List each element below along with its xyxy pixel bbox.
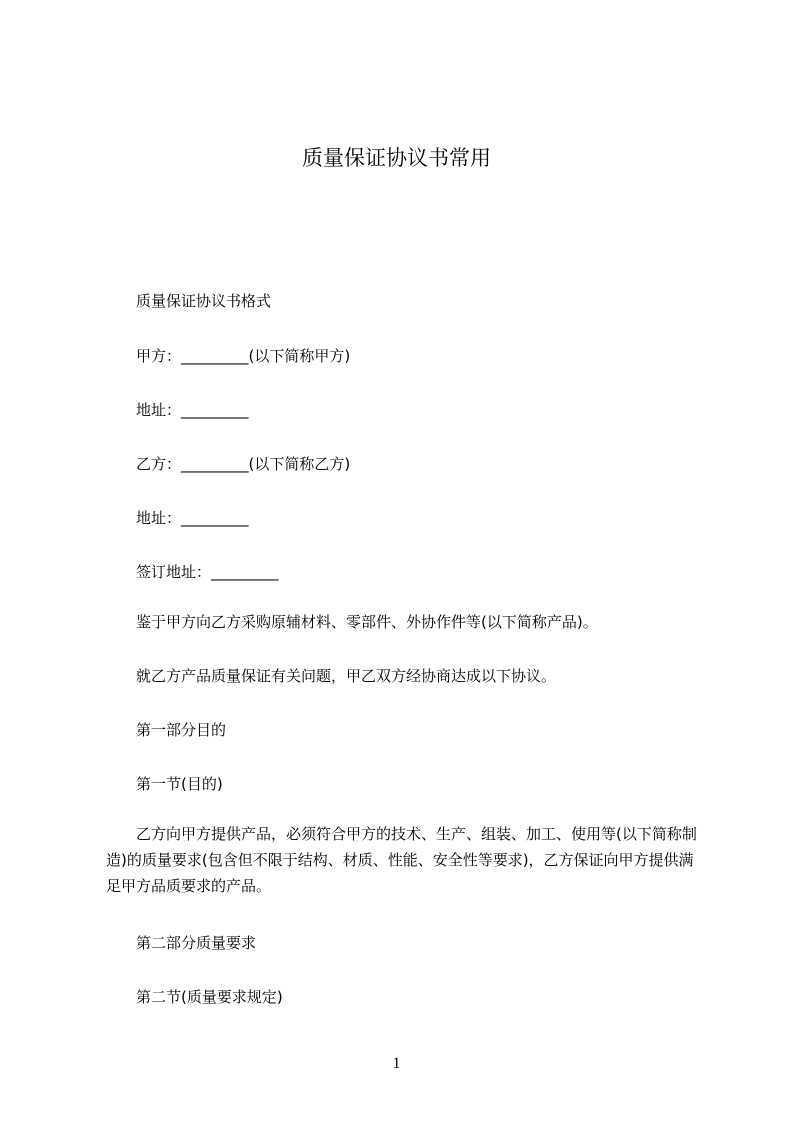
text-line: 地址：_________ xyxy=(136,401,249,419)
text-line: 质量保证协议书格式 xyxy=(136,292,272,310)
text-line: 乙方：_________(以下简称乙方) xyxy=(136,455,351,473)
text-line: 鉴于甲方向乙方采购原辅材料、零部件、外协作件等(以下简称产品)。 xyxy=(136,613,598,631)
text-line: 签订地址：_________ xyxy=(136,563,279,581)
section-heading: 第二部分质量要求 xyxy=(136,934,257,952)
section-heading: 第二节(质量要求规定) xyxy=(136,988,283,1006)
section-heading: 第一节(目的) xyxy=(136,775,223,793)
body-paragraph: 乙方向甲方提供产品，必须符合甲方的技术、生产、组装、加工、使用等(以下简称制造)的质量要求(包含但不限于结构、材质、性能、安全性等要求)，乙方保证向甲方提供满足甲方品质要求的产品。 xyxy=(106,825,697,895)
section-heading: 第一部分目的 xyxy=(136,721,227,739)
document-title: 质量保证协议书常用 xyxy=(302,146,491,170)
page-number: 1 xyxy=(392,1055,401,1072)
text-line: 甲方：_________(以下简称甲方) xyxy=(136,347,351,365)
text-line: 地址：_________ xyxy=(136,509,249,527)
text-line: 就乙方产品质量保证有关问题，甲乙双方经协商达成以下协议。 xyxy=(136,667,557,685)
